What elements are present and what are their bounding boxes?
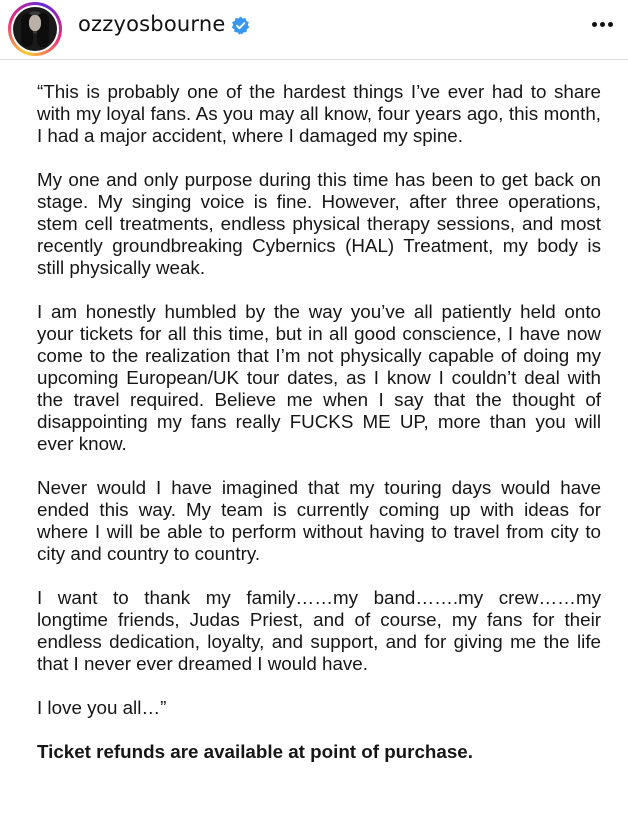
refund-note: Ticket refunds are available at point of purchase. <box>37 741 473 762</box>
avatar-frame <box>11 5 59 53</box>
verified-badge-icon <box>231 16 250 35</box>
caption-signoff: I love you all…” <box>37 697 167 718</box>
caption-paragraph-5: I want to thank my family……my band…….my crew……my longtime friends, Judas Priest, and of course, my fans for their endless dedication, loyalty, and support, and for giving me the life that I never ever dreamed I would have. <box>37 587 601 674</box>
post-caption <box>37 81 601 763</box>
avatar-face <box>29 15 41 31</box>
caption-paragraph-4: Never would I have imagined that my touring days would have ended this way. My team is currently coming up with ideas for where I will be able to perform without having to travel from city to city and country to country. <box>37 477 601 564</box>
username-link[interactable]: ozzyosbourne <box>78 12 226 36</box>
caption-paragraph-1: “This is probably one of the hardest things I’ve ever had to share with my loyal fans. As you may all know, four years ago, this month, I had a major accident, where I damaged my spine. <box>37 81 601 146</box>
caption-paragraph-3: I am honestly humbled by the way you’ve all patiently held onto your tickets for all this time, but in all good conscience, I have now come to the realization that I’m not physically capable of doing my upcoming European/UK tour dates, as I know I couldn’t deal with the travel required. Believe me when I say that the thought of disappointing my fans really FUCKS ME UP, more than you will ever know. <box>37 301 601 454</box>
post-header <box>0 0 628 60</box>
caption-paragraph-2: My one and only purpose during this time has been to get back on stage. My singing voice is fine. However, after three operations, stem cell treatments, endless physical therapy sessions, and most recently groundbreaking Cybernics (HAL) Treatment, my body is still physically weak. <box>37 169 601 278</box>
avatar-story-ring[interactable] <box>8 2 62 56</box>
more-options-icon[interactable] <box>590 22 616 30</box>
avatar[interactable] <box>13 7 57 51</box>
